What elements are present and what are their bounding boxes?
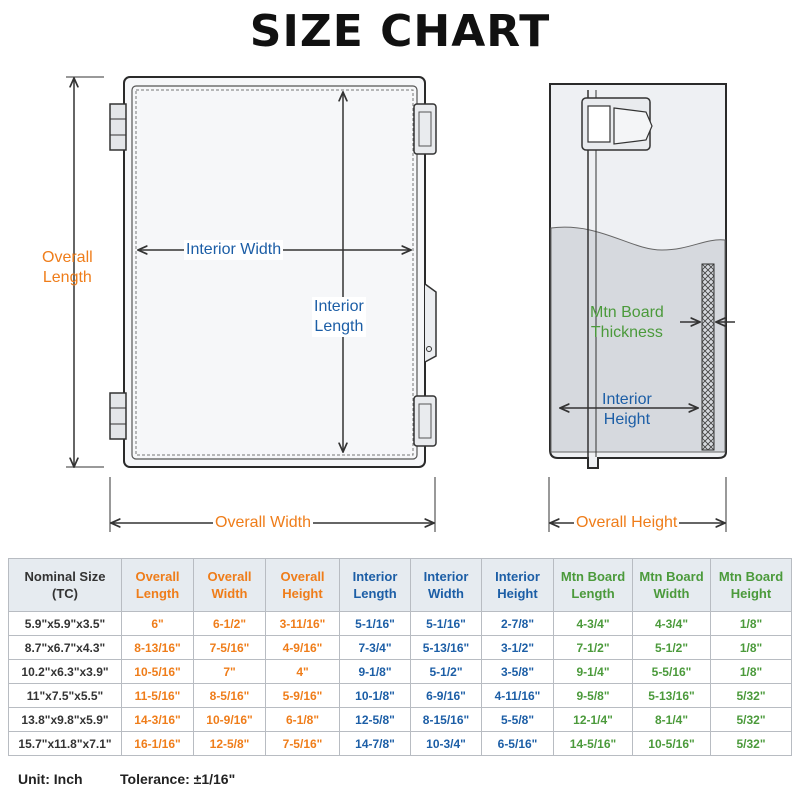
front-view	[66, 77, 436, 532]
table-row	[9, 708, 792, 732]
table-cell: 4"	[266, 660, 340, 684]
table-cell: 3-1/2"	[482, 636, 554, 660]
table-cell: 4-3/4"	[633, 612, 711, 636]
table-header-cell: Mtn Board Length	[554, 559, 633, 612]
table-cell: 5/32"	[711, 708, 792, 732]
table-cell: 12-1/4"	[554, 708, 633, 732]
table-cell: 10.2"x6.3"x3.9"	[9, 660, 122, 684]
table-cell: 5-1/16"	[411, 612, 482, 636]
table-cell: 5-1/2"	[411, 660, 482, 684]
table-cell: 10-1/8"	[340, 684, 411, 708]
table-cell: 6-1/2"	[194, 612, 266, 636]
table-cell: 10-9/16"	[194, 708, 266, 732]
interior-width-label: Interior Width	[186, 241, 282, 258]
table-cell: 4-11/16"	[482, 684, 554, 708]
interior-height-label: Interior Height	[602, 391, 652, 428]
table-cell: 5-5/16"	[633, 660, 711, 684]
unit-note: Unit: Inch	[18, 771, 83, 787]
table-cell: 7-5/16"	[194, 636, 266, 660]
table-header-cell: Mtn Board Width	[633, 559, 711, 612]
table-cell: 4-9/16"	[266, 636, 340, 660]
table-cell: 5-13/16"	[633, 684, 711, 708]
mtn-board-thickness-label: Mtn Board Thickness	[590, 304, 664, 341]
table-cell: 8-15/16"	[411, 708, 482, 732]
latch-icon	[582, 98, 652, 150]
table-cell: 9-1/8"	[340, 660, 411, 684]
table-cell: 1/8"	[711, 660, 792, 684]
table-cell: 10-3/4"	[411, 732, 482, 756]
table-row	[9, 732, 792, 756]
table-cell: 3-11/16"	[266, 612, 340, 636]
table-cell: 5.9"x5.9"x3.5"	[9, 612, 122, 636]
interior-length-label: Interior Length	[314, 298, 364, 335]
table-cell: 5-13/16"	[411, 636, 482, 660]
table-cell: 2-7/8"	[482, 612, 554, 636]
table-cell: 11"x7.5"x5.5"	[9, 684, 122, 708]
table-header-cell: Interior Width	[411, 559, 482, 612]
table-cell: 15.7"x11.8"x7.1"	[9, 732, 122, 756]
table-cell: 5-1/16"	[340, 612, 411, 636]
table-body	[9, 612, 792, 756]
table-cell: 10-5/16"	[122, 660, 194, 684]
table-header-cell: Overall Length	[122, 559, 194, 612]
table-cell: 14-5/16"	[554, 732, 633, 756]
size-table	[8, 558, 792, 756]
table-cell: 14-7/8"	[340, 732, 411, 756]
overall-width-label: Overall Width	[215, 514, 312, 531]
table-cell: 5/32"	[711, 684, 792, 708]
table-header-cell: Interior Height	[482, 559, 554, 612]
table-header-cell: Mtn Board Height	[711, 559, 792, 612]
overall-height-label: Overall Height	[576, 514, 678, 531]
table-cell: 8.7"x6.7"x4.3"	[9, 636, 122, 660]
table-row	[9, 684, 792, 708]
table-cell: 5-5/8"	[482, 708, 554, 732]
table-cell: 13.8"x9.8"x5.9"	[9, 708, 122, 732]
page-title: SIZE CHART	[249, 6, 551, 57]
front-body	[124, 77, 425, 467]
table-cell: 6-5/16"	[482, 732, 554, 756]
table-cell: 16-1/16"	[122, 732, 194, 756]
table-cell: 6-1/8"	[266, 708, 340, 732]
table-row	[9, 660, 792, 684]
table-cell: 5-1/2"	[633, 636, 711, 660]
table-cell: 6"	[122, 612, 194, 636]
table-row	[9, 636, 792, 660]
table-header-cell: Nominal Size (TC)	[9, 559, 122, 612]
table-cell: 5/32"	[711, 732, 792, 756]
table-cell: 7"	[194, 660, 266, 684]
tolerance-note: Tolerance: ±1/16"	[120, 771, 236, 787]
table-cell: 5-9/16"	[266, 684, 340, 708]
table-cell: 7-3/4"	[340, 636, 411, 660]
table-header-cell: Overall Width	[194, 559, 266, 612]
table-cell: 6-9/16"	[411, 684, 482, 708]
table-cell: 12-5/8"	[340, 708, 411, 732]
overall-length-label: Overall Length	[42, 249, 93, 286]
table-cell: 9-5/8"	[554, 684, 633, 708]
table-cell: 11-5/16"	[122, 684, 194, 708]
table-cell: 4-3/4"	[554, 612, 633, 636]
table-cell: 9-1/4"	[554, 660, 633, 684]
table-cell: 7-1/2"	[554, 636, 633, 660]
table-row	[9, 612, 792, 636]
table-cell: 12-5/8"	[194, 732, 266, 756]
table-header-cell: Overall Height	[266, 559, 340, 612]
table-header-row	[9, 559, 792, 612]
table-cell: 3-5/8"	[482, 660, 554, 684]
table-cell: 1/8"	[711, 612, 792, 636]
table-cell: 1/8"	[711, 636, 792, 660]
table-cell: 8-5/16"	[194, 684, 266, 708]
table-header-cell: Interior Length	[340, 559, 411, 612]
table-cell: 14-3/16"	[122, 708, 194, 732]
table-cell: 8-1/4"	[633, 708, 711, 732]
table-cell: 10-5/16"	[633, 732, 711, 756]
table-cell: 8-13/16"	[122, 636, 194, 660]
table-cell: 7-5/16"	[266, 732, 340, 756]
mounting-board-icon	[702, 264, 714, 450]
